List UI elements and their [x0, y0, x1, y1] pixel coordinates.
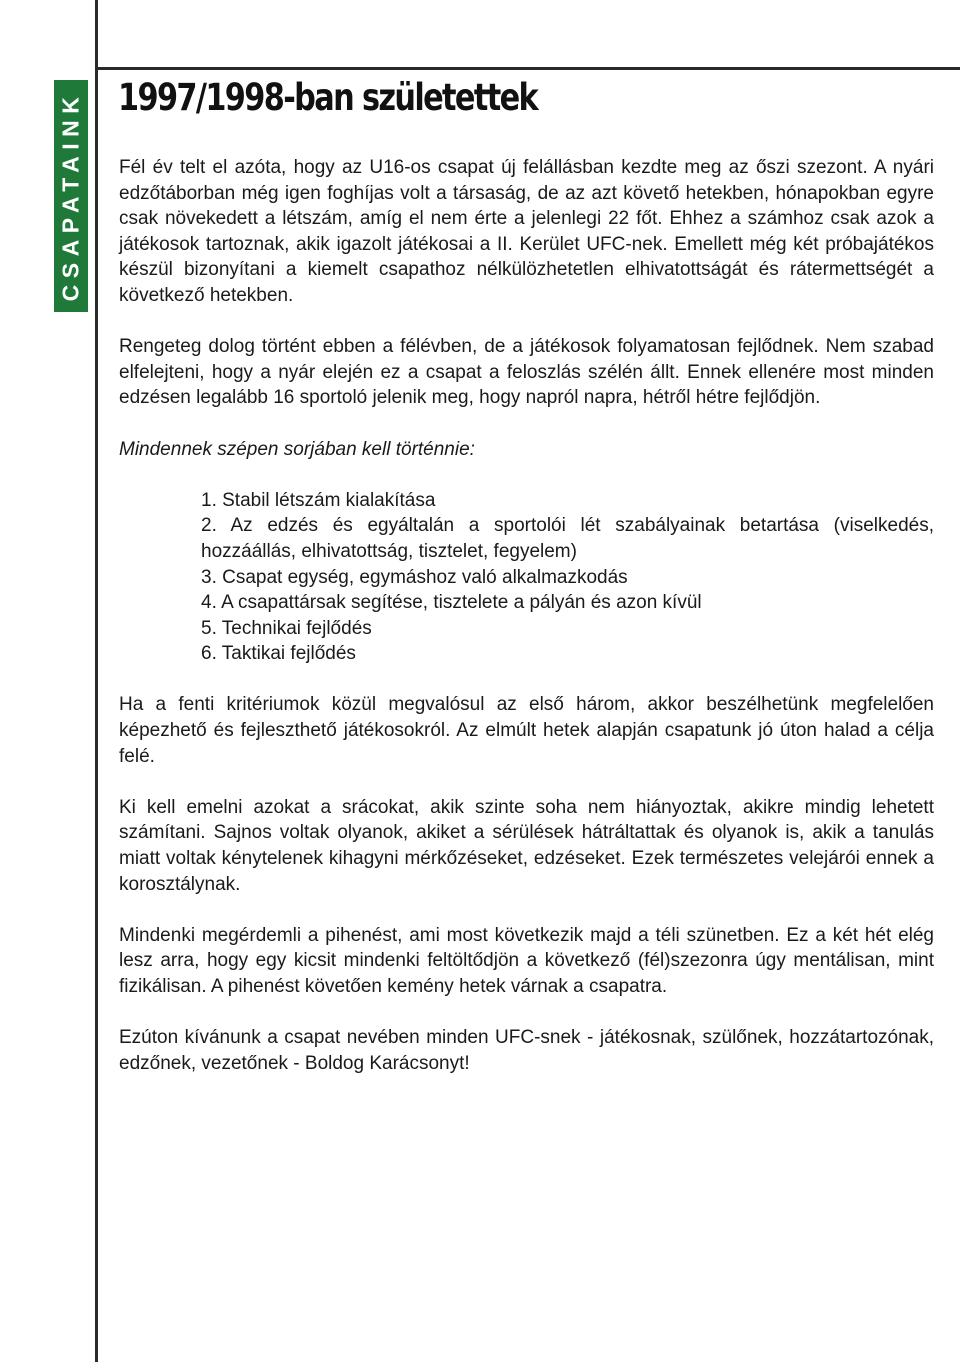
paragraph-attendance: Ki kell emelni azokat a srácokat, akik szinte soha nem hiányoztak, akikre mindig lehetett számítani. Sajnos voltak olyanok, akiket a sérülések hátráltattak és olyanok is, akik a tanulás miatt voltak kénytelenek kihagyni mérkőzéseket, edzéseket. Ezek természetes velejárói ennek a korosztálynak. [119, 796, 934, 895]
list-item: 5. Technikai fejlődés [201, 617, 372, 639]
list-item: 1. Stabil létszám kialakítása [201, 489, 436, 511]
header-divider [95, 67, 960, 70]
list-item: 6. Taktikai fejlődés [201, 643, 356, 665]
goals-list [119, 488, 934, 667]
article-body [119, 155, 934, 1102]
list-item: 2. Az edzés és egyáltalán a sportolói lét szabályainak betartása (viselkedés, hozzáállás, elhivatottság, tisztelet, fegyelem) [201, 515, 934, 562]
list-item: 4. A csapattársak segítése, tisztelete a pályán és azon kívül [201, 592, 702, 614]
section-tab-label: CSAPATAINK [57, 90, 84, 302]
paragraph-greeting: Ezúton kívánunk a csapat nevében minden UFC-snek - játékosnak, szülőnek, hozzátartozónak, edzőnek, vezetőnek - Boldog Karácsonyt! [119, 1027, 934, 1074]
paragraph-progress: Rengeteg dolog történt ebben a félévben, de a játékosok folyamatosan fejlődnek. Nem szabad elfelejteni, hogy a nyár elején ez a csapat a feloszlás szélén állt. Ennek ellenére most minden edzésen legalább 16 sportoló jelenik meg, hogy napról napra, hétről hétre fejlődjön. [119, 336, 934, 409]
vertical-divider [95, 0, 98, 1362]
list-item: 3. Csapat egység, egymáshoz való alkalmazkodás [201, 566, 628, 588]
section-tab [54, 80, 88, 312]
paragraph-rest: Mindenki megérdemli a pihenést, ami most következik majd a téli szünetben. Ez a két hét elég lesz arra, hogy egy kicsit mindenki feltöltődjön a következő (fél)szezonra úgy mentálisan, mint fizikálisan. A pihenést követően kemény hetek várnak a csapatra. [119, 924, 934, 997]
list-intro: Mindennek szépen sorjában kell történnie: [119, 438, 475, 460]
paragraph-criteria: Ha a fenti kritériumok közül megvalósul az első három, akkor beszélhetünk megfelelően képezhető és fejleszthető játékosokról. Az elmúlt hetek alapján csapatunk jó úton halad a célja felé. [119, 694, 934, 767]
page-title: 1997/1998-ban születettek [118, 76, 538, 119]
paragraph-intro: Fél év telt el azóta, hogy az U16-os csapat új felállásban kezdte meg az őszi szezont. A nyári edzőtáborban még igen foghíjas volt a társaság, de az azt követő hetekben, hónapokban egyre csak növekedett a létszám, amíg el nem érte a jelenlegi 22 főt. Ehhez a számhoz csak azok a játékosok tartoznak, akik igazolt játékosai a II. Kerület UFC-nek. Emellett még két próbajátékos készül bizonyítani a kiemelt csapathoz nélkülözhetetlen elhivatottságát és rátermettségét a következő hetekben. [119, 157, 934, 306]
